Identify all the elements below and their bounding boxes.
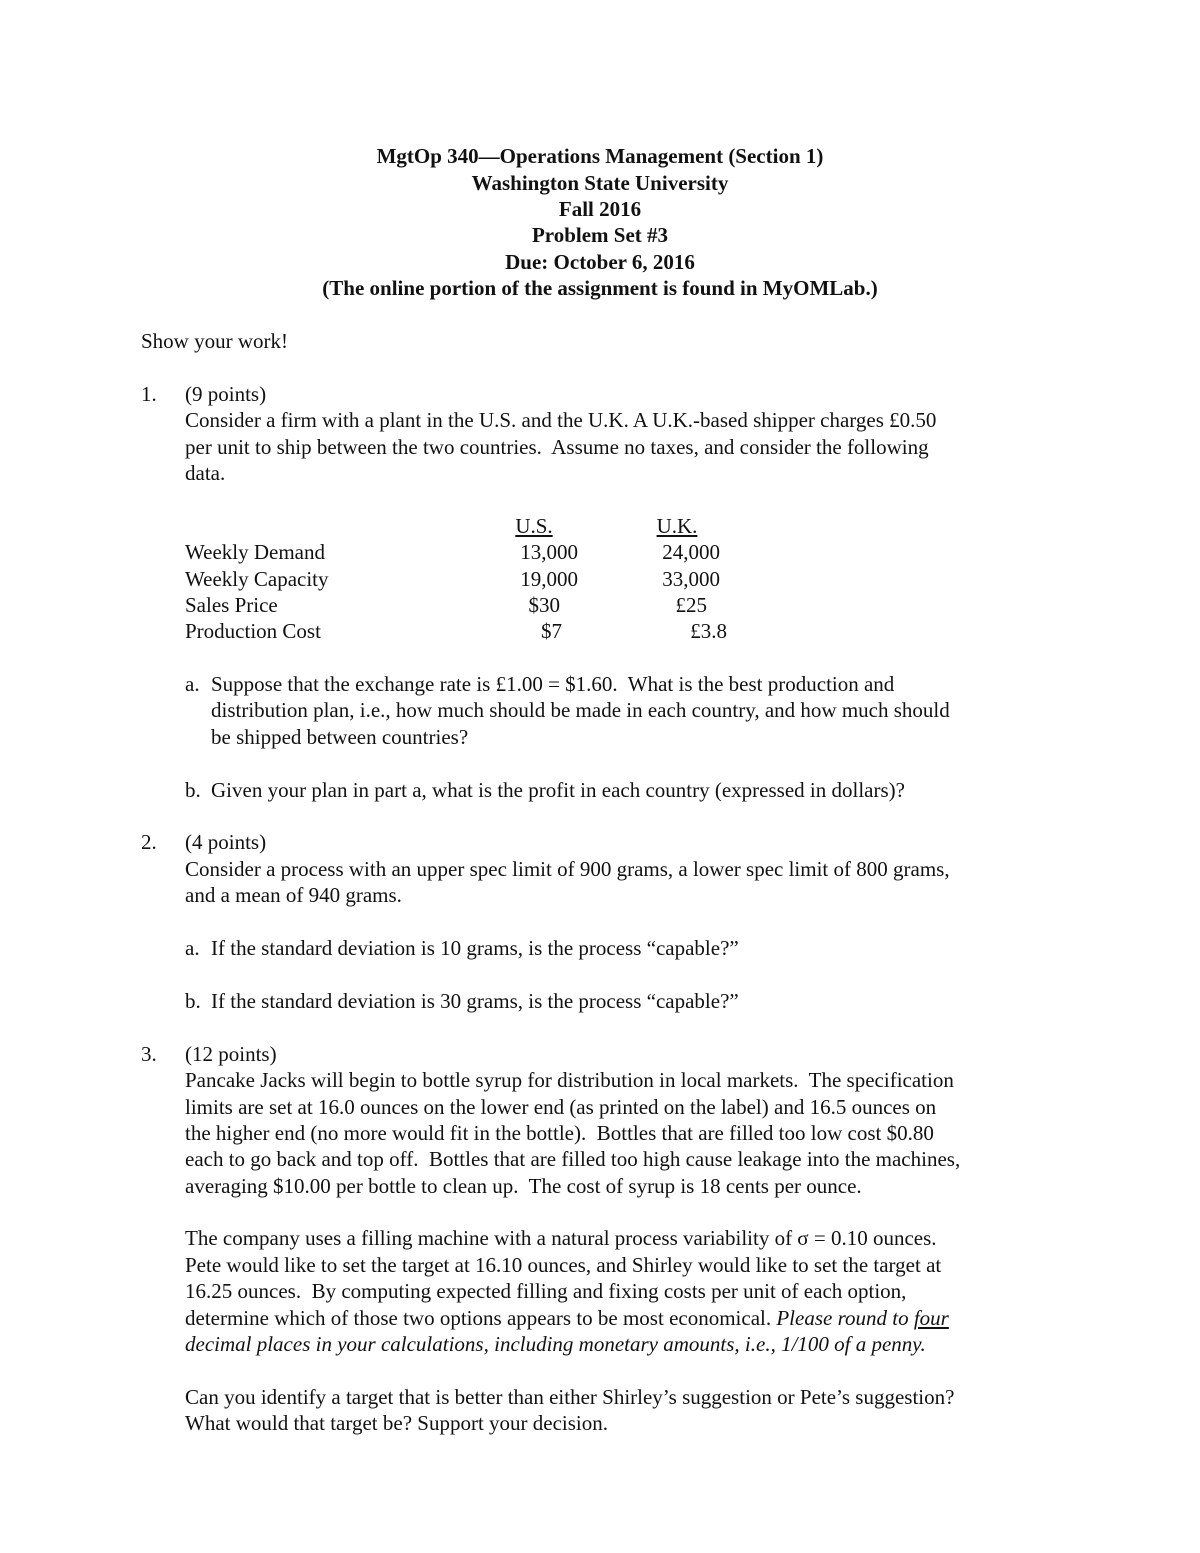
university: Washington State University (471, 171, 729, 195)
table-cell: 13,000 (520, 540, 578, 564)
problem-3-text-line: each to go back and top off. Bottles that are filled too high cause leakage into the machines, (185, 1147, 961, 1171)
due-date: Due: October 6, 2016 (505, 250, 695, 274)
table-cell: $30 (528, 593, 560, 617)
table-cell: 19,000 (520, 567, 578, 591)
instruction: Show your work! (141, 329, 288, 353)
problem-1a-text: Suppose that the exchange rate is £1.00 = $1.60. What is the best production and (211, 672, 895, 696)
problem-3-italic-segment: Please round to (776, 1306, 914, 1330)
table-col-header: U.K. (656, 514, 698, 538)
table-cell: 24,000 (662, 540, 720, 564)
problem-3-text-line: 16.25 ounces. By computing expected filling and fixing costs per unit of each option, (185, 1279, 907, 1303)
table-row-label: Weekly Capacity (185, 567, 329, 591)
problem-1b-text: Given your plan in part a, what is the profit in each country (expressed in dollars)? (211, 778, 905, 802)
problem-2-points: (4 points) (185, 830, 267, 854)
problem-3-text-line: Pancake Jacks will begin to bottle syrup for distribution in local markets. The specification (185, 1068, 954, 1092)
table-cell: 33,000 (662, 567, 720, 591)
problem-3-text-line: Pete would like to set the target at 16.10 ounces, and Shirley would like to set the target at (185, 1253, 942, 1277)
problem-1-number: 1. (141, 382, 157, 406)
problem-1-text-line: Consider a firm with a plant in the U.S. and the U.K. A U.K.-based shipper charges £0.50 (185, 408, 937, 432)
problem-2a-text: If the standard deviation is 10 grams, is the process “capable?” (211, 936, 739, 960)
term: Fall 2016 (558, 197, 642, 221)
problem-3-text-line: the higher end (no more would fit in the bottle). Bottles that are filled too low cost $0.80 (185, 1121, 934, 1145)
problem-2-text-line: and a mean of 940 grams. (185, 883, 402, 907)
problem-2b-label: b. (185, 989, 201, 1013)
problem-3-number: 3. (141, 1042, 157, 1066)
problem-3-text-line: averaging $10.00 per bottle to clean up. The cost of syrup is 18 cents per ounce. (185, 1174, 862, 1198)
table-col-header: U.S. (515, 514, 553, 538)
problem-3-text-line: Can you identify a target that is better than either Shirley’s suggestion or Pete’s suggestion? (185, 1385, 955, 1409)
table-cell: £3.8 (690, 619, 727, 643)
problem-1b-label: b. (185, 778, 201, 802)
table-cell: £25 (675, 593, 707, 617)
problem-1-text-line: per unit to ship between the two countries. Assume no taxes, and consider the following (185, 435, 929, 459)
table-row-label: Production Cost (185, 619, 321, 643)
table-cell: $7 (541, 619, 562, 643)
problem-1a-text: distribution plan, i.e., how much should be made in each country, and how much should (211, 698, 950, 722)
table-row-label: Weekly Demand (185, 540, 326, 564)
course-title: MgtOp 340—Operations Management (Section 1) (376, 144, 824, 168)
table-row-label: Sales Price (185, 593, 278, 617)
problem-2-text-line: Consider a process with an upper spec limit of 900 grams, a lower spec limit of 800 grams, (185, 857, 950, 881)
problem-2b-text: If the standard deviation is 30 grams, is the process “capable?” (211, 989, 739, 1013)
problem-3-text-line: The company uses a filling machine with a natural process variability of σ = 0.10 ounces. (185, 1226, 937, 1250)
problem-1a-label: a. (185, 672, 200, 696)
problem-2-number: 2. (141, 830, 157, 854)
problem-3-text-segment: determine which of those two options appears to be most economical. (185, 1306, 777, 1330)
problem-1-points: (9 points) (185, 382, 267, 406)
problem-3-italic-line: decimal places in your calculations, including monetary amounts, i.e., 1/100 of a penny. (185, 1332, 926, 1356)
online-note: (The online portion of the assignment is found in MyOMLab.) (322, 276, 878, 300)
problem-3-text-line: limits are set at 16.0 ounces on the lower end (as printed on the label) and 16.5 ounces on (185, 1095, 937, 1119)
problem-3-italic-underlined-segment: four (913, 1306, 949, 1330)
problem-1a-text: be shipped between countries? (211, 725, 469, 749)
problem-3-text-line (185, 1305, 949, 1332)
problem-set-title: Problem Set #3 (531, 223, 669, 247)
problem-1-text-line: data. (185, 461, 226, 485)
problem-3-text-line: What would that target be? Support your decision. (185, 1411, 609, 1435)
problem-3-points: (12 points) (185, 1042, 277, 1066)
problem-2a-label: a. (185, 936, 200, 960)
